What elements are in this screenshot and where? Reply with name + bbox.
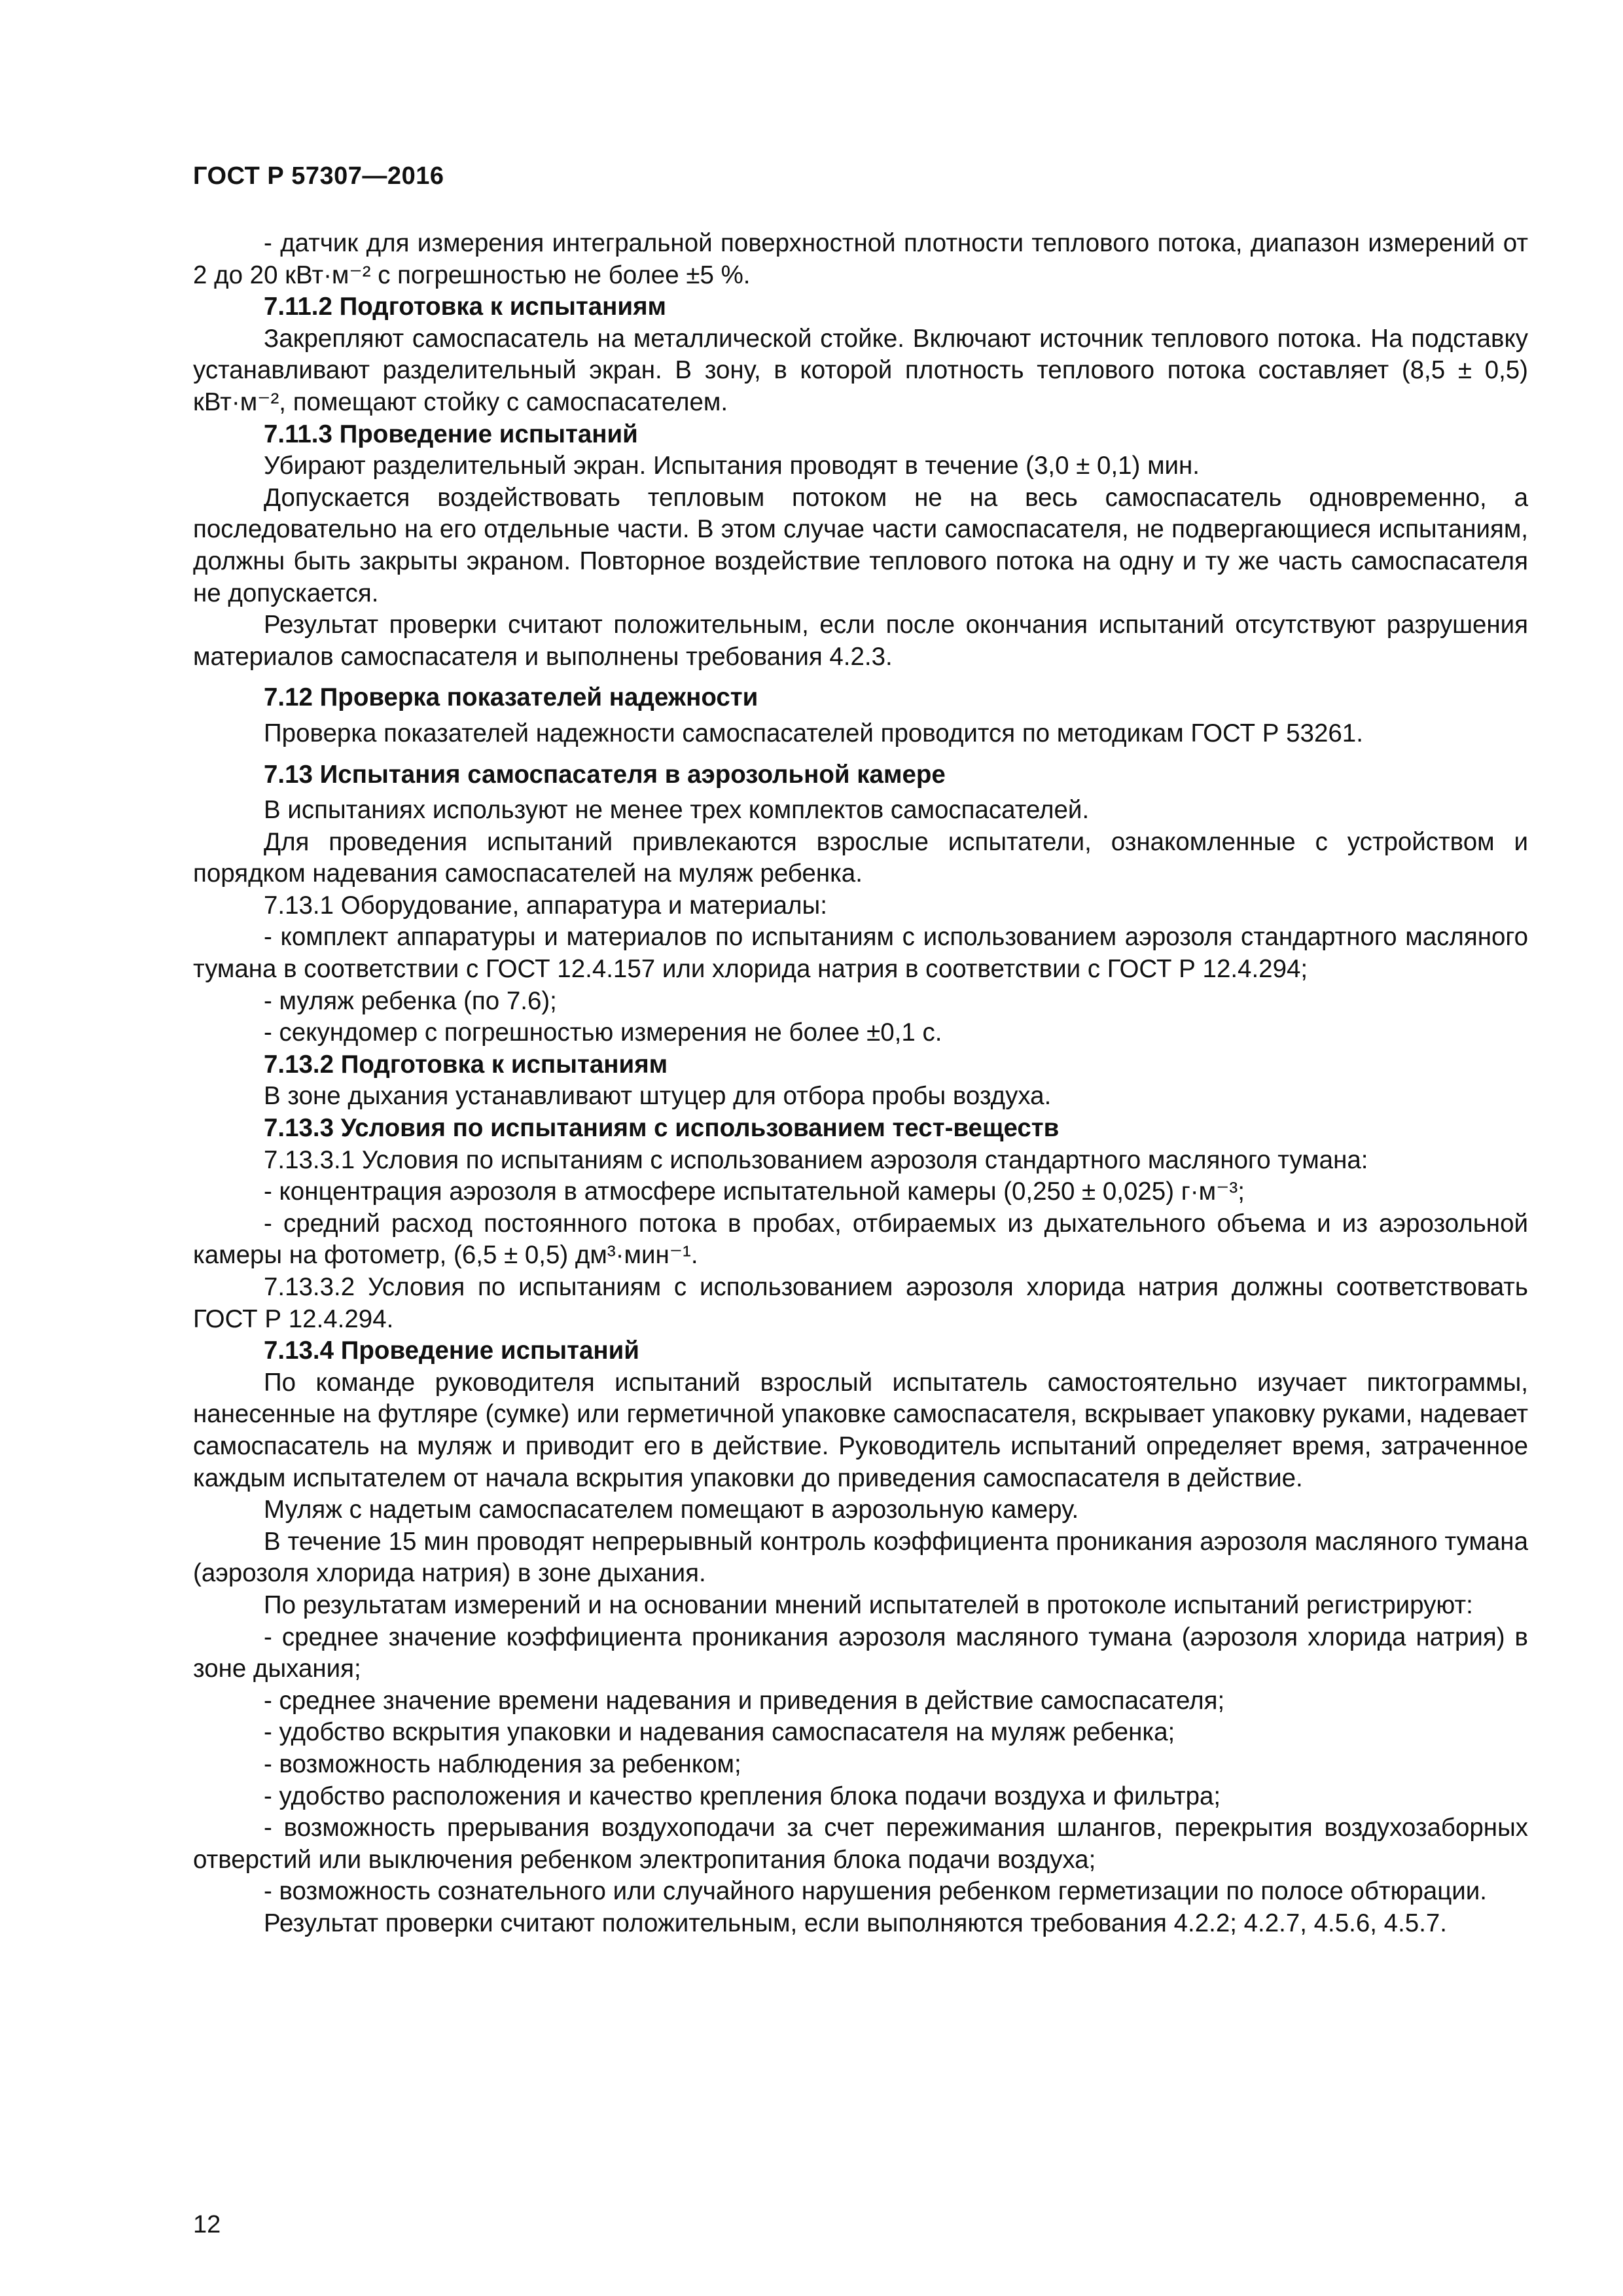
paragraph: Муляж с надетым самоспасателем помещают в аэрозольную камеру. — [264, 1496, 1079, 1524]
paragraph: - среднее значение времени надевания и приведения в действие самоспасателя; — [264, 1686, 1225, 1715]
paragraph: - концентрация аэрозоля в атмосфере испытательной камеры (0,250 ± 0,025) г·м⁻³; — [264, 1177, 1245, 1206]
paragraph: - датчик для измерения интегральной поверхностной плотности теплового потока, диапазон измерений от 2 до 20 кВт·м⁻² с погрешностью не более ±5 %. — [193, 229, 1528, 289]
paragraph: По команде руководителя испытаний взрослый испытатель самостоятельно изучает пиктограммы, нанесенные на футляре (сумке) или герметичной упаковке самоспасателя, вскрывает упаковку руками, надевает самоспасатель на муляж и приводит его в действие. Руководитель испытаний определяет время, затраченное каждым испытателем от начала вскрытия упаковки до приведения самоспасателя в действие. — [193, 1368, 1528, 1492]
paragraph: - удобство вскрытия упаковки и надевания самоспасателя на муляж ребенка; — [264, 1718, 1175, 1747]
paragraph: - комплект аппаратуры и материалов по испытаниям с использованием аэрозоля стандартного масляного тумана в соответствии с ГОСТ 12.4.157 или хлорида натрия в соответствии с ГОСТ Р 12.4.294; — [193, 923, 1528, 984]
section-heading: 7.11.3 Проведение испытаний — [264, 420, 638, 448]
paragraph: В зоне дыхания устанавливают штуцер для отбора пробы воздуха. — [264, 1082, 1052, 1111]
section-heading: 7.13.4 Проведение испытаний — [264, 1336, 639, 1365]
section-heading: 7.13.2 Подготовка к испытаниям — [264, 1050, 668, 1079]
section-heading: 7.12 Проверка показателей надежности — [264, 683, 758, 712]
paragraph: Проверка показателей надежности самоспасателей проводится по методикам ГОСТ Р 53261. — [264, 719, 1363, 747]
paragraph: - секундомер с погрешностью измерения не более ±0,1 с. — [264, 1018, 942, 1047]
paragraph: В испытаниях используют не менее трех комплектов самоспасателей. — [264, 796, 1090, 825]
page-number: 12 — [193, 2211, 221, 2238]
paragraph: 7.13.3.1 Условия по испытаниям с использованием аэрозоля стандартного масляного тумана: — [264, 1145, 1368, 1174]
paragraph: Допускается воздействовать тепловым потоком не на весь самоспасатель одновременно, а последовательно на его отдельные части. В этом случае части самоспасателя, не подвергающиеся испытаниям, должны быть закрыты экраном. Повторное воздействие теплового потока на одну и ту же часть самоспасателя не допускается. — [193, 483, 1528, 607]
paragraph: В течение 15 мин проводят непрерывный контроль коэффициента проникания аэрозоля масляного тумана (аэрозоля хлорида натрия) в зоне дыхания. — [193, 1527, 1528, 1588]
subsection-title: 7.13.1 Оборудование, аппаратура и материалы: — [264, 891, 827, 920]
paragraph: - муляж ребенка (по 7.6); — [264, 986, 557, 1015]
paragraph: Результат проверки считают положительным, если выполняются требования 4.2.2; 4.2.7, 4.5.6, 4.5.7. — [264, 1909, 1447, 1937]
paragraph: Закрепляют самоспасатель на металлической стойке. Включают источник теплового потока. На подставку устанавливают разделительный экран. В зону, в которой плотность теплового потока составляет (8,5 ± 0,5) кВт·м⁻², помещают стойку с самоспасателем. — [193, 324, 1528, 416]
paragraph: Убирают разделительный экран. Испытания проводят в течение (3,0 ± 0,1) мин. — [264, 452, 1200, 480]
section-heading: 7.13.3 Условия по испытаниям с использованием тест-веществ — [264, 1114, 1060, 1143]
paragraph: По результатам измерений и на основании мнений испытателей в протоколе испытаний регистрируют: — [264, 1590, 1473, 1619]
paragraph: Для проведения испытаний привлекаются взрослые испытатели, ознакомленные с устройством и порядком надевания самоспасателей на муляж ребенка. — [193, 827, 1528, 888]
paragraph: - средний расход постоянного потока в пробах, отбираемых из дыхательного объема и из аэрозольной камеры на фотометр, (6,5 ± 0,5) дм³·мин⁻¹. — [193, 1209, 1528, 1270]
paragraph: - возможность прерывания воздухоподачи за счет пережимания шлангов, перекрытия воздухозаборных отверстий или выключения ребенком электропитания блока подачи воздуха; — [193, 1814, 1528, 1874]
document-body — [193, 228, 1528, 1939]
section-heading: 7.11.2 Подготовка к испытаниям — [264, 293, 667, 321]
section-heading: 7.13 Испытания самоспасателя в аэрозольной камере — [264, 760, 946, 789]
document-header: ГОСТ Р 57307—2016 — [193, 162, 444, 190]
paragraph: Результат проверки считают положительным, если после окончания испытаний отсутствуют разрушения материалов самоспасателя и выполнены требования 4.2.3. — [193, 611, 1528, 671]
paragraph: - среднее значение коэффициента проникания аэрозоля масляного тумана (аэрозоля хлорида натрия) в зоне дыхания; — [193, 1623, 1528, 1683]
paragraph: - возможность сознательного или случайного нарушения ребенком герметизации по полосе обтюрации. — [264, 1877, 1487, 1906]
paragraph: - удобство расположения и качество крепления блока подачи воздуха и фильтра; — [264, 1782, 1221, 1810]
paragraph: - возможность наблюдения за ребенком; — [264, 1749, 741, 1778]
paragraph: 7.13.3.2 Условия по испытаниям с использованием аэрозоля хлорида натрия должны соответствовать ГОСТ Р 12.4.294. — [193, 1273, 1528, 1333]
